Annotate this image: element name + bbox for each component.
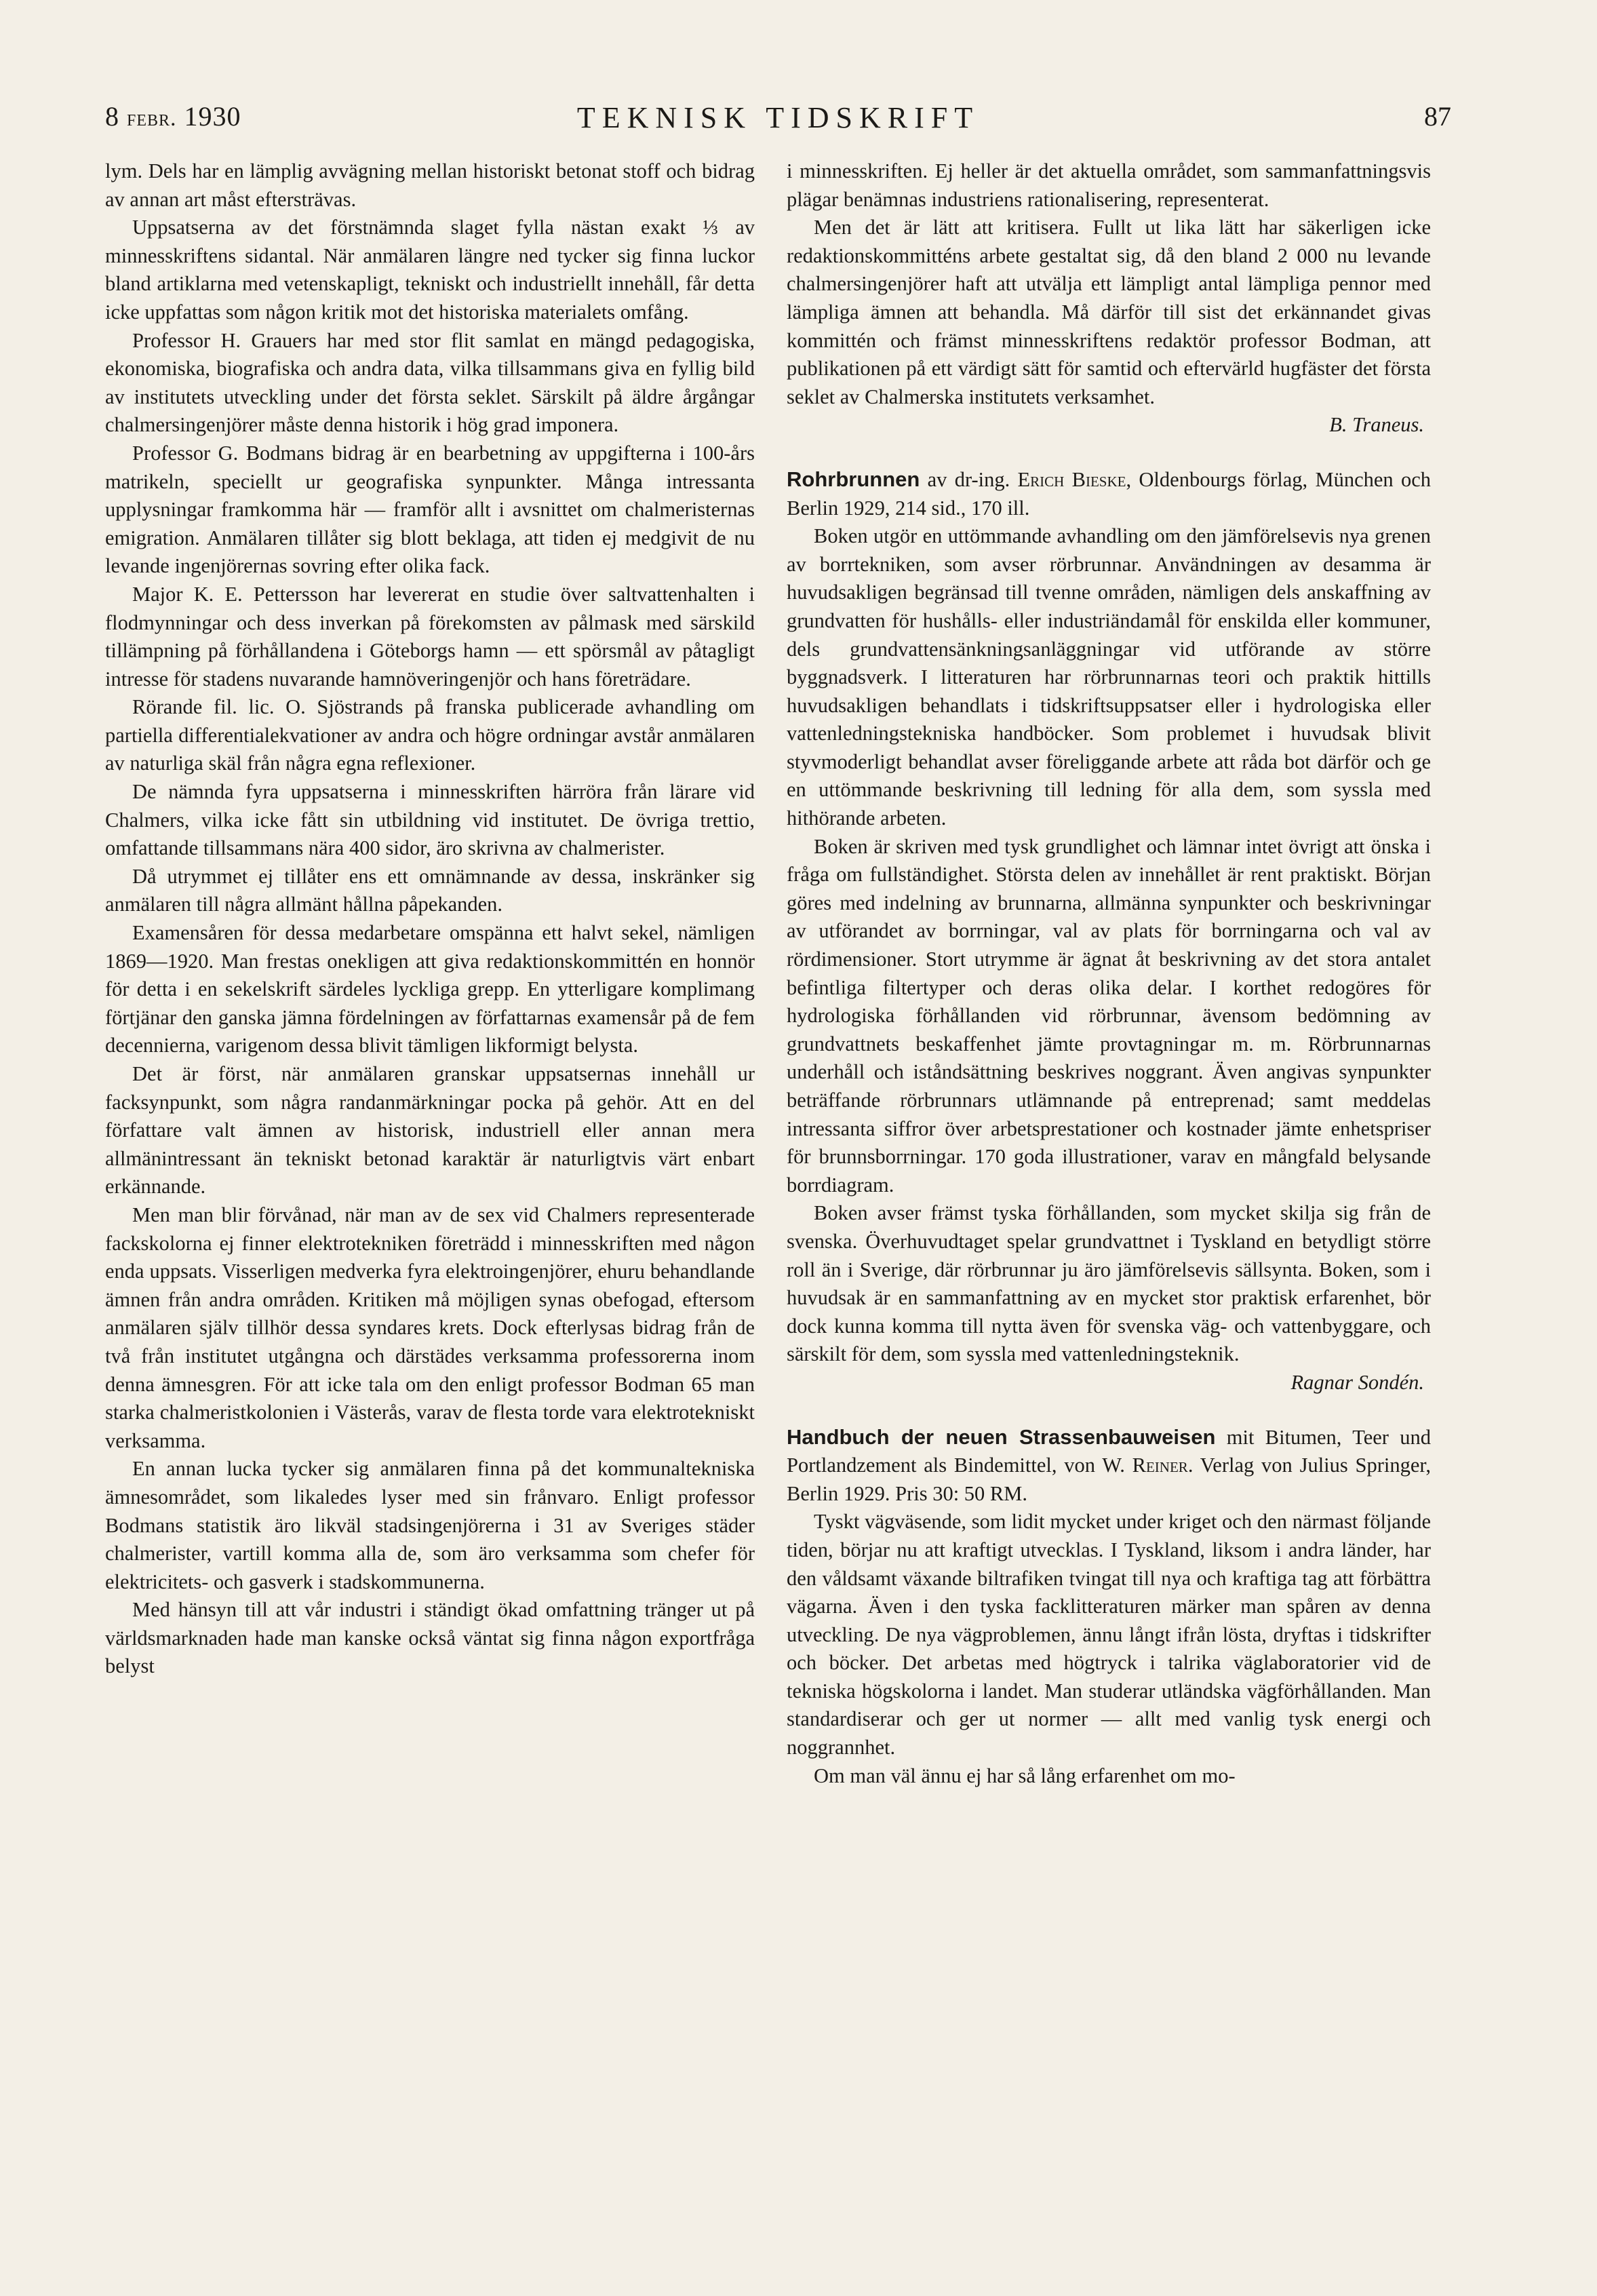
date-month: febr.	[127, 106, 177, 131]
right-column	[787, 157, 1431, 1790]
review-title: Rohrbrunnen	[787, 467, 920, 491]
review-paragraph: Boken är skriven med tysk grundlighet och lämnar intet övrigt att önska i fråga om fullständighet. Största delen av innehållet är rent praktiskt. Början göres med indelning av brunnarna, allmänna synpunkter och beskrivningar av utförandet av borrningar, val av plats för borrningarna och val av rördimensioner. Stort utrymme är ägnat åt beskrivning av det stora antalet befintliga filtertyper och deras olika delar. I korthet redogöres för hydrologiska förhållanden vid rörbrunnar, ävensom bedömning av grundvattnets beskaffenhet jämte provtagningar m. m. Rörbrunnarnas underhåll och iståndsättning beskrives noggrant. Även angivas synpunkter beträffande rörbrunnars utlämnande på entreprenad; samt meddelas intressanta siffror över arbetsprestationer och kostnader jämte enhetspriser för brunnsborrningar. 170 goda illustrationer, varav en mångfald belysande borrdiagram.	[787, 834, 1431, 1196]
review-paragraph: Om man väl ännu ej har så lång erfarenhet om mo-	[814, 1764, 1236, 1787]
right-paragraph: Men det är lätt att kritisera. Fullt ut lika lätt har säkerligen icke redaktionskommitténs arbete gestaltat sig, då den bland 2 000 nu levande chalmersingenjörer haft att utvälja ett lämpligt antal lämpliga pennor med lämpliga ämnen att behandla. Må därför till sist det erkännandet givas kommittén och främst minnesskriftens redaktör professor Bodman, att publikationen på ett värdigt sätt för samtid och eftervärld hugfäster det första seklet av Chalmerska institutets verksamhet.	[787, 216, 1431, 408]
review-heading	[787, 1423, 1431, 1509]
left-paragraph: Det är först, när anmälaren granskar uppsatsernas innehåll ur facksynpunkt, som några randanmärkningar pocka på gehör. Att en del författare valt ämnen av historisk, industriell eller annan mera allmänintressant än tekniskt betonad karaktär är naturligtvis värt enbart erkännande.	[105, 1062, 755, 1199]
review-biblio: . Verlag von Julius Springer, Berlin 1929. Pris 30: 50 RM.	[787, 1454, 1431, 1505]
review-paragraph: Tyskt vägväsende, som lidit mycket under kriget och den närmast följande tiden, börjar nu att kraftigt utvecklas. I Tyskland, liksom i andra länder, har den våldsamt växande biltrafiken tvingat till nya och kraftiga tag att förbättra vägarna. Även i den tyska facklitteraturen märker man spåren av denna utveckling. De nya vägproblemen, ännu långt ifrån lösta, dryftas i tidskrifter och böcker. Det arbetas med högtryck i talrika väglaboratorier vid de tekniska högskolorna i landet. Man studerar utländska vägförhållanden. Man standardiserar och ger ut normer — allt med vanlig tysk energi och noggrannhet.	[787, 1510, 1431, 1759]
page-number: 87	[1424, 101, 1451, 132]
left-paragraph: Professor G. Bodmans bidrag är en bearbetning av uppgifterna i 100-års matrikeln, speciellt ur geografiska synpunkter. Många intressanta upplysningar framkomma här — framför allt i avsnittet om chalmeristernas emigration. Anmälaren tillåter sig blott beklaga, att tiden ej medgivit de nu levande ingenjörernas sovring efter olika fack.	[105, 441, 755, 578]
review-biblio: , Oldenbourgs förlag, München och Berlin 1929, 214 sid., 170 ill.	[787, 467, 1431, 520]
left-paragraph: Professor H. Grauers har med stor flit samlat en mängd pedagogiska, ekonomiska, biografiska och andra data, vilka tillsammans giva en fyllig bild av institutets utveckling under det första seklet. Särskilt på äldre årgångar chalmersingenjörer måste denna historik i hög grad imponera.	[105, 328, 755, 437]
left-paragraph: Uppsatserna av det förstnämnda slaget fylla nästan exakt ⅓ av minnesskriftens sidantal. När anmälaren längre ned tycker sig finna luckor bland artiklarna med vetenskapligt, tekniskt och industriellt innehåll, får detta icke uppfattas som någon kritik mot det historiska materialets omfång.	[105, 216, 755, 324]
left-paragraph: Men man blir förvånad, när man av de sex vid Chalmers representerade fackskolorna ej finner elektrotekniken företrädd i minnesskriften med någon enda uppsats. Visserligen medverka fyra elektroingenjörer, ehuru behandlande ämnen från andra områden. Kritiken må möjligen synas obefogad, eftersom anmälaren själv tillhör dessa syndares krets. Dock efterlysas bidrag från de två från institutet utgångna och därstädes verksamma professorerna inom denna ämnesgren. För att icke tala om den enligt professor Bodman 65 man starka chalmeristkolonien i Västerås, varav de flesta torde vara elektrotekniskt verksamma.	[105, 1203, 755, 1452]
left-paragraph: Examensåren för dessa medarbetare omspänna ett halvt sekel, nämligen 1869—1920. Man frestas onekligen att giva redaktionskommittén en honnör för detta i en sekelskrift särdeles lyckliga grepp. En ytterligare komplimang förtjänar den ganska jämna fördelningen av författarnas examensår på de fem decennierna, varigenom dessa blivit tämligen likformigt belysta.	[105, 921, 755, 1057]
left-paragraph: Rörande fil. lic. O. Sjöstrands på franska publicerade avhandling om partiella differentialekvationer av andra och högre ordningar avstår anmälaren av naturliga skäl från några egna reflexioner.	[105, 695, 755, 775]
review-author: Reiner	[1132, 1454, 1188, 1477]
left-column	[105, 157, 755, 1681]
left-paragraph: lym. Dels har en lämplig avvägning mellan historiskt betonat stoff och bidrag av annan art måst eftersträvas.	[105, 159, 755, 211]
review-author-prefix: av dr-ing.	[920, 467, 1018, 491]
left-paragraph: Med hänsyn till att vår industri i ständigt ökad omfattning tränger ut på världsmarknaden hade man kanske också väntat sig finna någon exportfråga belyst	[105, 1598, 755, 1678]
journal-title: TEKNISK TIDSKRIFT	[576, 101, 980, 134]
left-paragraph: De nämnda fyra uppsatserna i minnesskriften härröra från lärare vid Chalmers, vilka icke fått sin utbildning vid institutet. De övriga trettio, omfattande tillsammans nära 400 sidor, äro skrivna av chalmerister.	[105, 780, 755, 860]
review-heading	[787, 465, 1431, 522]
left-paragraph: Major K. E. Pettersson har levererat en studie över saltvattenhalten i flodmynningar och dess inverkan på förekomsten av pålmask med särskild tillämpning på förhållandena i Göteborgs hamn — ett spörsmål av påtagligt intresse för stadens nuvarande hamnöveringenjör och hans företrädare.	[105, 582, 755, 690]
page-header	[105, 100, 1451, 141]
review-paragraph: Boken avser främst tyska förhållanden, som mycket skilja sig från de svenska. Överhuvudtaget spelar grundvattnet i Tyskland en betydligt större roll än i Sverige, där rörbrunnar ju äro jämförelsevis sällsynta. Boken, som i huvudsak är en sammanfattning av en mycket stor praktisk erfarenhet, bör dock kunna komma till nytta även för svenska väg- och vattenbyggare, och särskilt för dem, som syssla med vattenledningsteknik.	[787, 1201, 1431, 1366]
review-signature: Ragnar Sondén.	[1290, 1370, 1424, 1394]
left-paragraph: En annan lucka tycker sig anmälaren finna på det kommunaltekniska ämnesområdet, som likaledes lyser med sin frånvaro. Enligt professor Bodmans statistik äro likväl stadsingenjörerna i 31 av Sveriges städer chalmerister, vartill komma alla de, som äro verksamma som chefer för elektricitets- och gasverk i stadskommunerna.	[105, 1457, 755, 1593]
book-review-strassenbau	[787, 1423, 1431, 1791]
date-day: 8	[105, 101, 127, 132]
review-paragraph: Boken utgör en uttömmande avhandling om den jämförelsevis nya grenen av borrtekniken, som avser rörbrunnar. Användningen av desamma är huvudsakligen begränsad till tvenne områden, nämligen dels anskaffning av grundvatten för hushålls- eller industriändamål för enskilda eller kommuner, dels grundvattensänkningsanläggningar vid utförande av större byggnadsverk. I litteraturen har rörbrunnarnas teori och praktik hittills huvudsakligen behandlats i tidskriftsuppsatser eller i hydrologiska eller vattenledningstekniska handböcker. Som problemet i huvudsak blivit styvmoderligt behandlat avser föreliggande arbete att råda bot därför och ge en uttömmande beskrivning till ledning för alla dem, som syssla med hithörande arbeten.	[787, 524, 1431, 830]
review-title: Handbuch der neuen Strassenbauweisen	[787, 1424, 1216, 1449]
review-author: Erich Bieske	[1017, 467, 1126, 491]
right-paragraph: i minnesskriften. Ej heller är det aktuella området, som sammanfattningsvis plägar benämnas industriens rationalisering, representerat.	[787, 159, 1431, 211]
left-paragraph: Då utrymmet ej tillåter ens ett omnämnande av dessa, inskränker sig anmälaren till några allmänt hållna påpekanden.	[105, 864, 755, 916]
book-review-rohrbrunnen	[787, 465, 1431, 1397]
date-year: 1930	[176, 101, 241, 132]
review-signature: B. Traneus.	[1329, 413, 1424, 437]
review-title-suffix: mit Bitumen, Teer und Portlandzement als Bindemittel, von W.	[787, 1425, 1431, 1477]
